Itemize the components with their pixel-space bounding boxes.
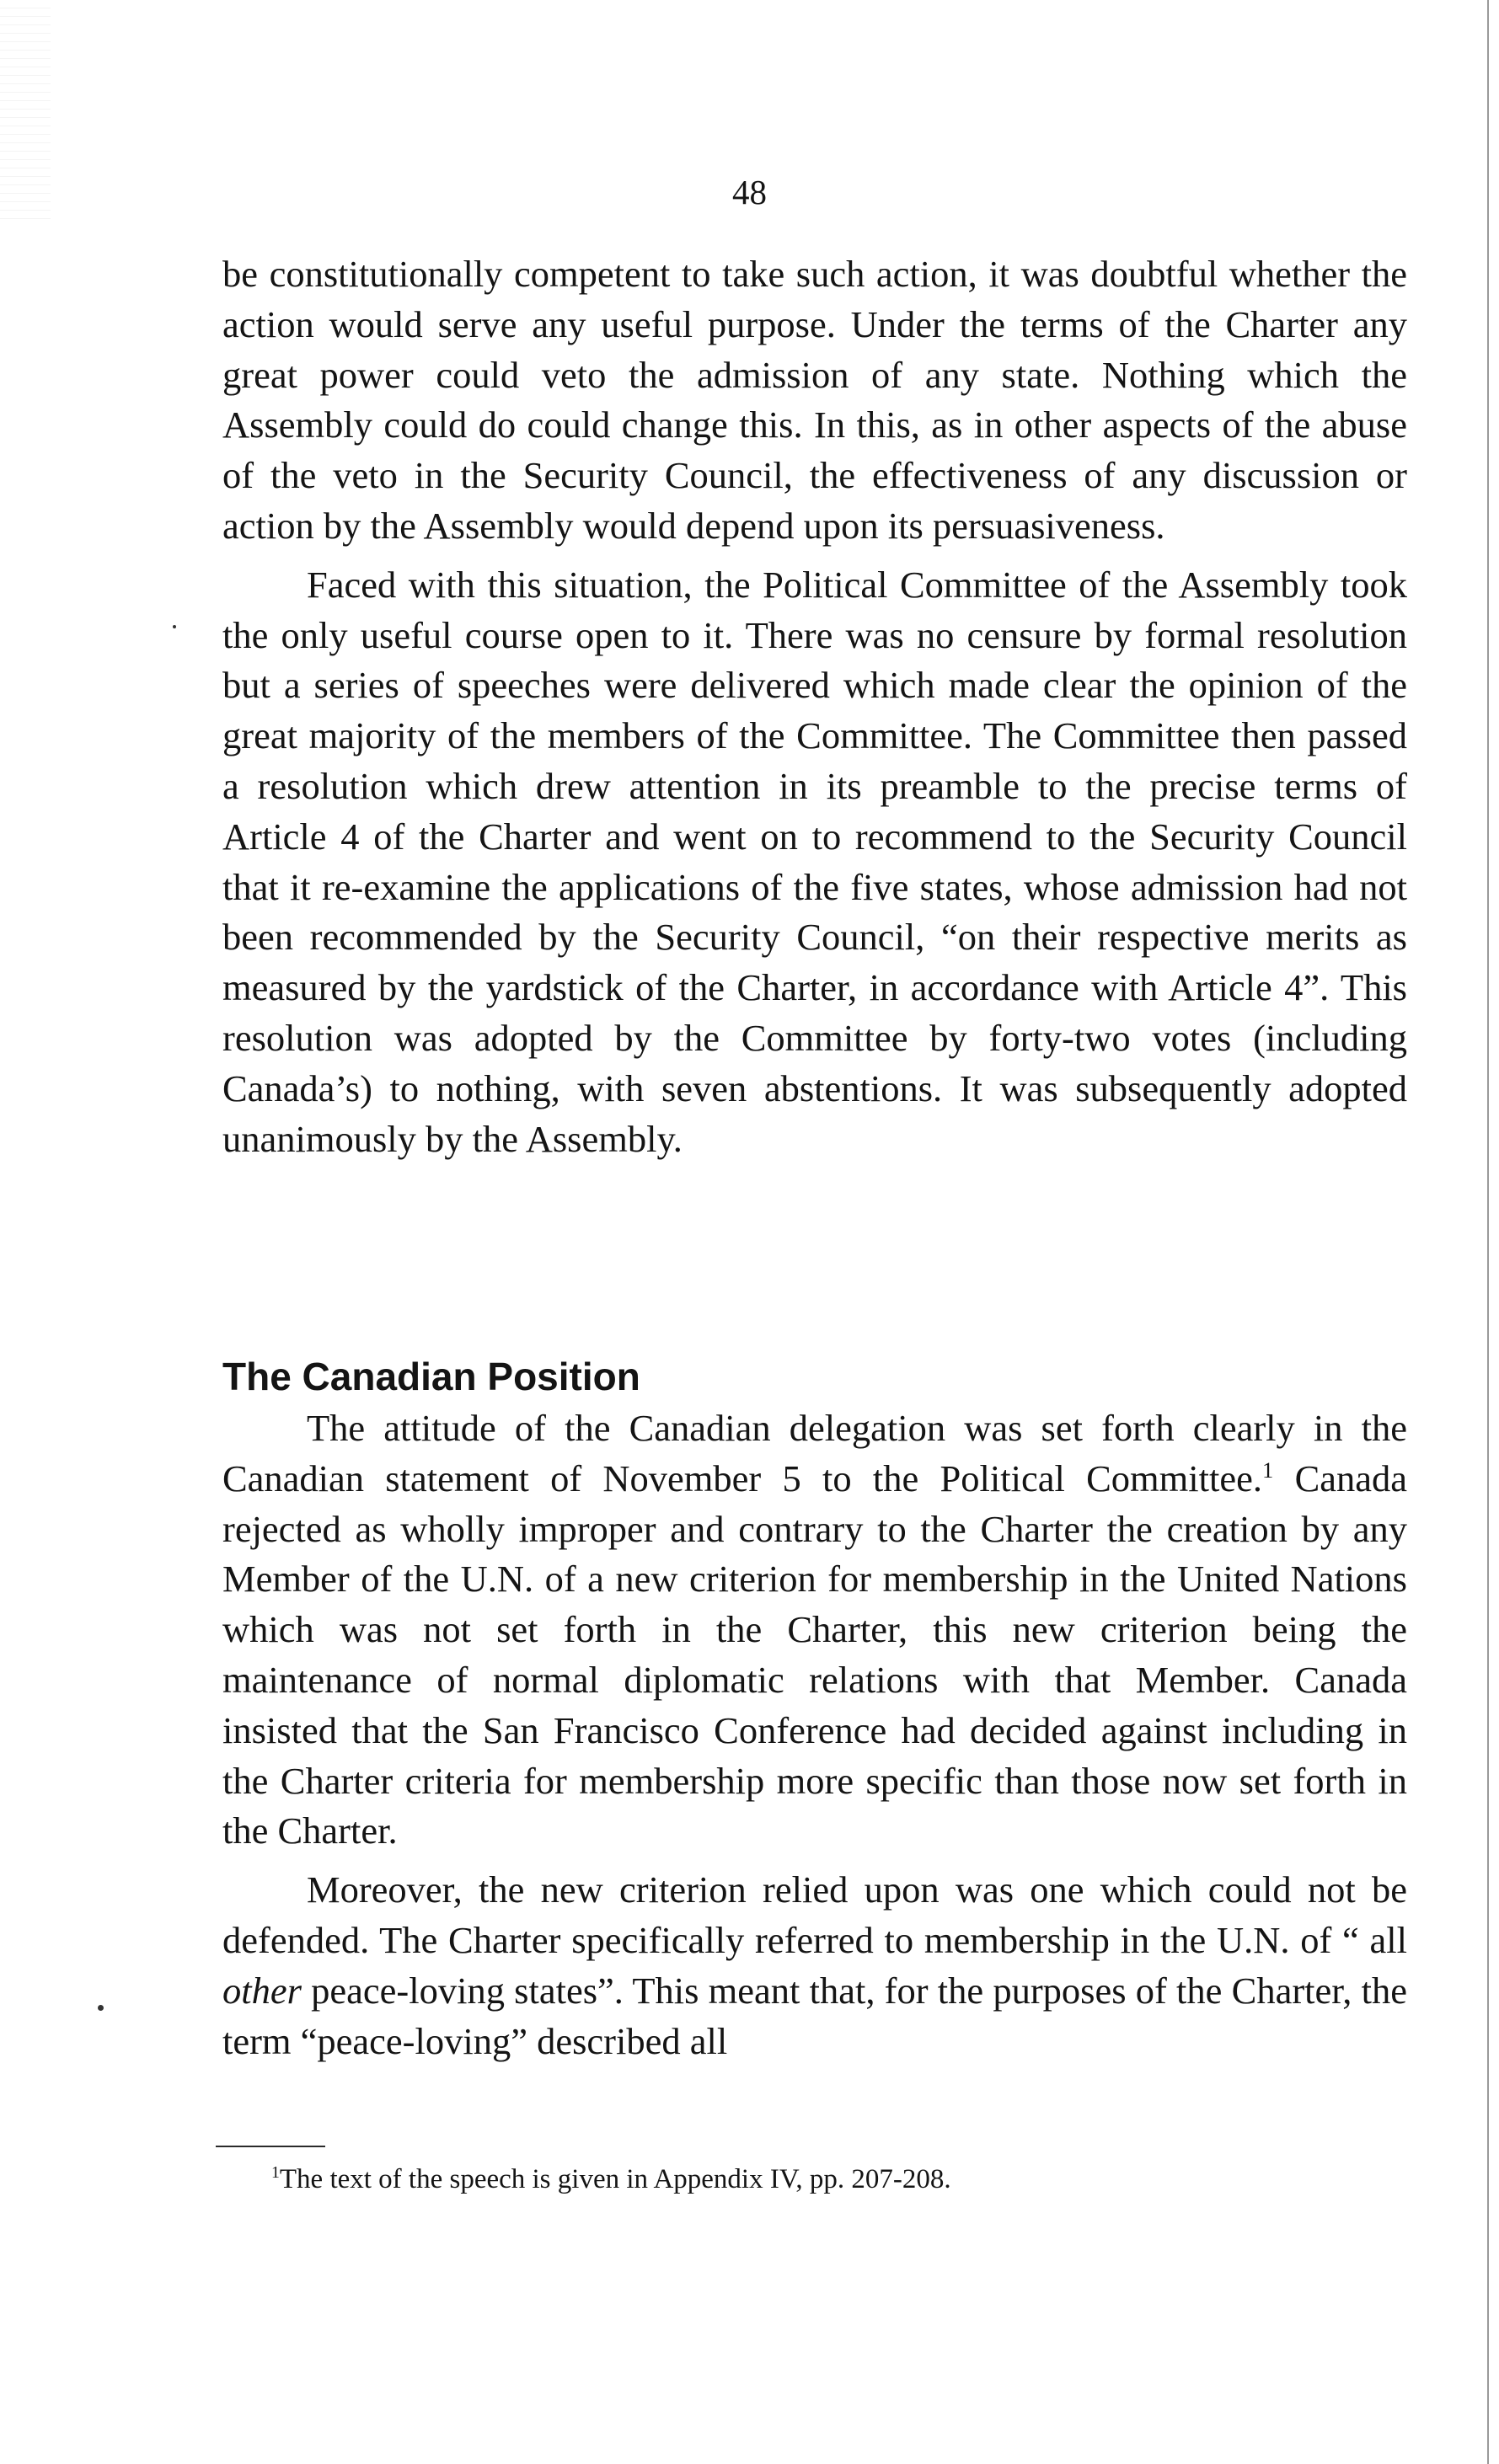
- paragraph-continuation: be constitutionally competent to take such action, it was doubtful whether the action would serve any useful purpose. Under the terms of the Charter any great power could veto the admission of any state. Nothing which the Assembly could do could change this. In this, as in other aspects of the abuse of the veto in the Security Council, the effectiveness of any discussion or action by the Assembly would depend upon its persuasiveness.: [222, 253, 1407, 547]
- section-heading: The Canadian Position: [222, 1355, 640, 1398]
- body-text-top: [222, 249, 1407, 1164]
- italic-word: other: [222, 1969, 302, 2012]
- page-number: 48: [732, 173, 767, 211]
- paragraph-text: peace-loving states”. This meant that, for the purposes of the Charter, the term “peace-loving” described all: [222, 1969, 1407, 2062]
- body-text-canadian-position: [222, 1403, 1407, 2066]
- paragraph-moreover: [222, 1865, 1407, 2066]
- paragraph-text: Moreover, the new criterion relied upon was one which could not be defended. The Charter specifically referred to membership in the U.N. of “ all: [222, 1868, 1407, 1961]
- paragraph-text: Canada rejected as wholly improper and contrary to the Charter the creation by any Member of the U.N. of a new criterion for membership in the United Nations which was not set forth in the Charter, this new criterion being the maintenance of normal diplomatic relations with that Member. Canada insisted that the San Francisco Conference had decided against including in the Charter criteria for membership more specific than those now set forth in the Charter.: [222, 1456, 1408, 1852]
- scan-speck: [98, 2005, 104, 2011]
- footnote-mark: 1: [271, 2163, 280, 2182]
- scan-right-edge-line: [1487, 0, 1489, 2464]
- footnote-text: The text of the speech is given in Appendix IV, pp. 207-208.: [279, 2164, 951, 2194]
- paragraph-faced-with-situation: Faced with this situation, the Political Committee of the Assembly took the only useful course open to it. There was no censure by formal resolution but a series of speeches were delivered which made clear the opinion of the great majority of the members of the Committee. The Committee then passed a resolution which drew attention in its preamble to the precise terms of Article 4 of the Charter and went on to recommend to the Security Council that it re-examine the applications of the five states, whose admission had not been recommended by the Security Council, “on their respective merits as measured by the yardstick of the Charter, in accordance with Article 4”. This resolution was adopted by the Committee by forty-two votes (including Canada’s) to nothing, with seven abstentions. It was subsequently adopted unanimously by the Assembly.: [222, 563, 1407, 1160]
- paragraph-canadian-attitude: [222, 1403, 1407, 1857]
- footnote: [271, 2161, 1367, 2198]
- footnote-reference: 1: [1261, 1456, 1274, 1483]
- footnote-divider: [216, 2146, 325, 2147]
- scan-speck: [173, 625, 176, 628]
- paragraph-text: The attitude of the Canadian delegation was set forth clearly in the Canadian statement of November 5 to the Political Committee.: [222, 1407, 1407, 1499]
